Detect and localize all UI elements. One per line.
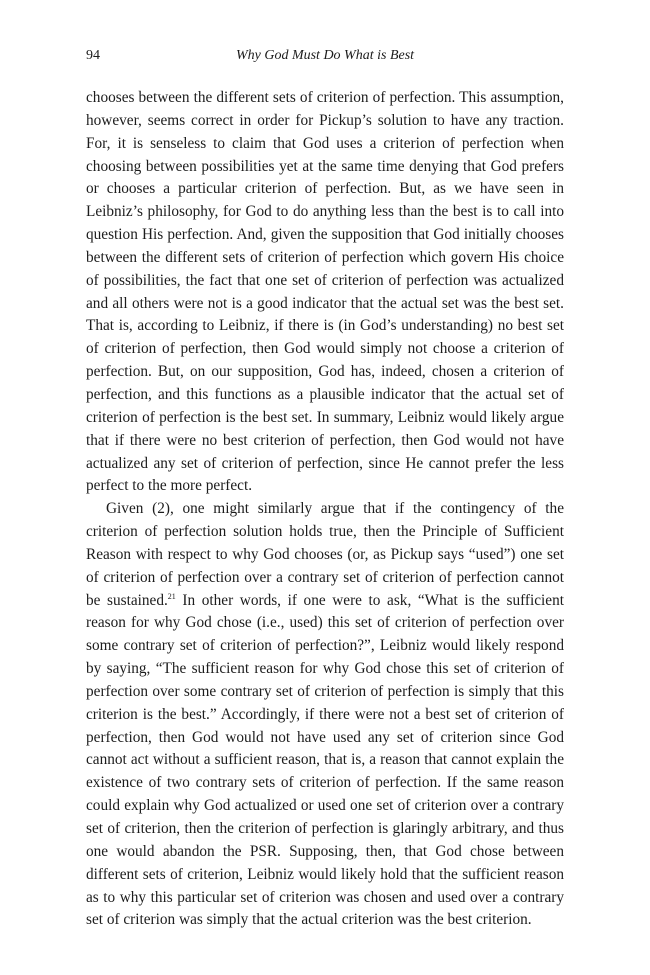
running-head-title: Why God Must Do What is Best xyxy=(235,48,415,63)
page-number: 94 xyxy=(86,48,100,63)
footnote-marker[interactable]: 21 xyxy=(167,591,176,601)
paragraph-1: chooses between the different sets of criterion of perfection. This assumption, however, seems correct in order for Pickup’s solution to have any traction. For, it is senseless to claim that God uses a criterion of perfection when choosing between possibilities yet at the same time denying that God prefers or chooses a particular criterion of perfection. But, as we have seen in Leibniz’s philosophy, for God to do anything less than the best is to call into question His perfection. And, given the supposition that God initially chooses between the different sets of criterion of perfection which govern His choice of possibilities, the fact that one set of criterion of perfection was actualized and all others were not is a good indicator that the actual set was the best set. That is, according to Leibniz, if there is (in God’s understanding) no best set of criterion of perfection, then God would simply not choose a criterion of perfection. But, on our supposition, God has, indeed, chosen a criterion of perfection, and this functions as a plausible indicator that the actual set of criterion of perfection is the best set. In summary, Leibniz would likely argue that if there were no best criterion of perfection, then God would not have actualized any set of criterion of perfection, since He cannot prefer the less perfect to the more perfect. xyxy=(86,89,564,495)
body-text xyxy=(86,87,564,932)
paragraph-2-text-part-1: Given (2), one might similarly argue that if the contingency of the criterion of perfection solution holds true, then the Principle of Sufficient Reason with respect to why God chooses (or, as Pickup says “used”) one set of criterion of perfection over a contrary set of criterion of perfection cannot be sustained. xyxy=(86,500,564,609)
paragraph-2-text-part-2: In other words, if one were to ask, “What is the sufficient reason for why God chose (i.e., used) this set of criterion of perfection over some contrary set of criterion of perfection?”, Leibniz would likely respond by saying, “The sufficient reason for why God chose this set of criterion of perfection over some contrary set of criterion of perfection is simply that this criterion is the best.” Accordingly, if there were not a best set of criterion of perfection, then God would not have used any set of criterion since God cannot act without a sufficient reason, that is, a reason that cannot explain the existence of two contrary sets of criterion of perfection. If the same reason could explain why God actualized or used one set of criterion over a contrary set of criterion, then the criterion of perfection is glaringly arbitrary, and thus one would abandon the PSR. Supposing, then, that God chose between different sets of criterion, Leibniz would likely hold that the sufficient reason as to why this particular set of criterion was chosen and used over a contrary set of criterion was simply that the actual criterion was the best criterion. xyxy=(86,591,564,929)
paragraph-2 xyxy=(86,498,564,932)
running-head xyxy=(86,46,564,66)
